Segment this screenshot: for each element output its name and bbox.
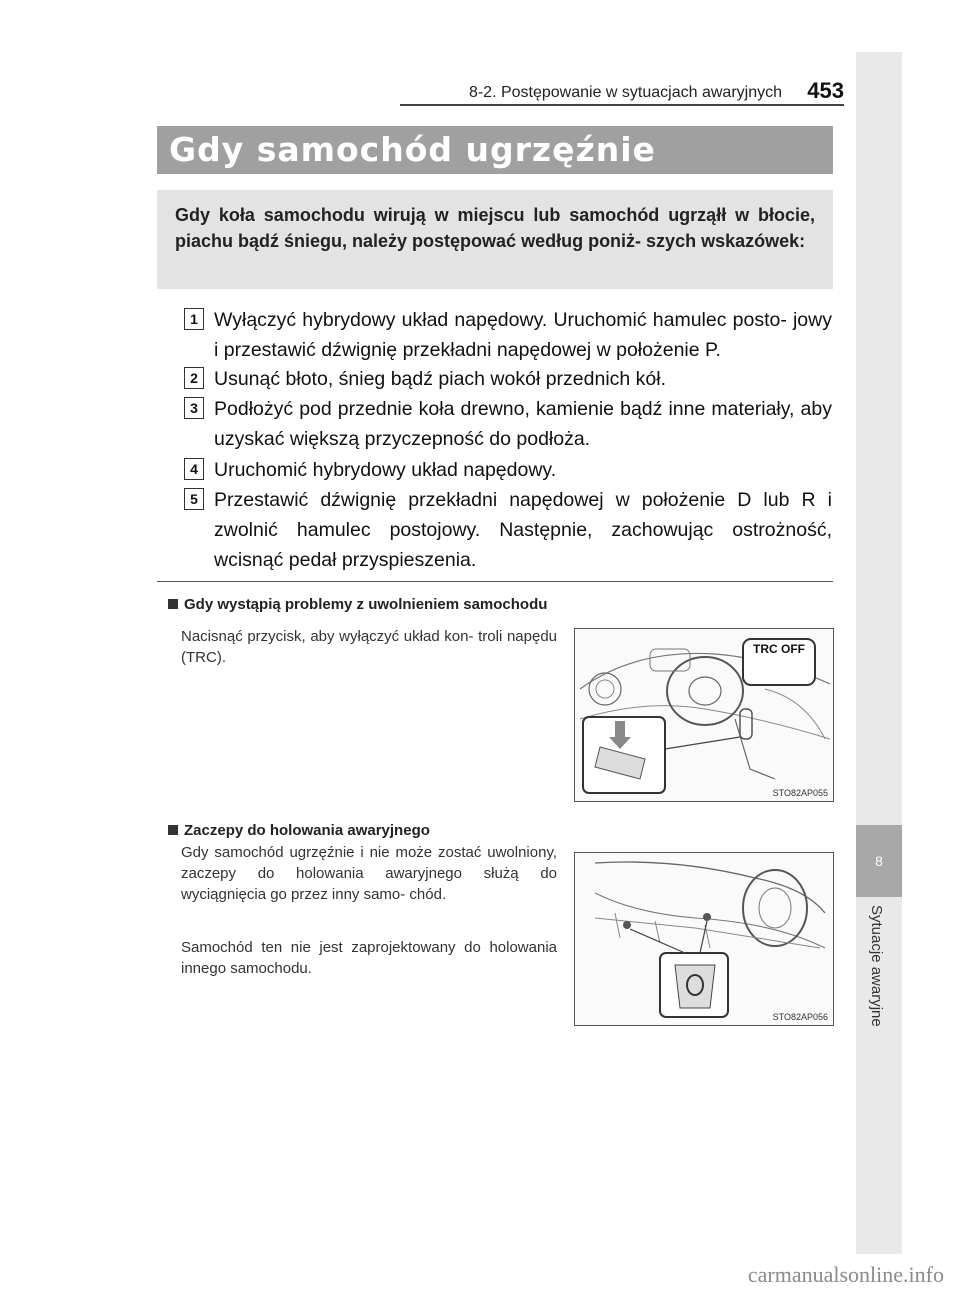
step-number: 2 [184,367,204,389]
car-underside-illustration [575,853,833,1025]
section-divider [157,581,833,582]
tow-hook-figure [574,852,834,1026]
chapter-side-tab [856,52,902,1254]
figure-code: STO82AP055 [772,788,828,798]
watermark: carmanualsonline.info [747,1262,944,1287]
chapter-number-tab: 8 [856,825,902,897]
step-text: Podłożyć pod przednie koła drewno, kamienie bądź inne materiały, aby uzyskać większą przyczepność do podłoża. [214,398,832,450]
title-bar [157,126,833,174]
chapter-label: Sytuacje awaryjne [868,905,885,1027]
page-number: 453 [807,78,844,103]
step-text: Wyłączyć hybrydowy układ napędowy. Uruchomić hamulec posto- jowy i przestawić dźwignię przekładni napędowej w położenie P. [214,309,832,361]
page-header [400,78,844,106]
square-bullet-icon [168,599,178,609]
intro-text: Gdy koła samochodu wirują w miejscu lub samochód ugrząłł w błocie, piachu bądź śniegu, należy postępować według poniż- szych wskazówek: [175,205,815,251]
step-number: 4 [184,458,204,480]
header-rule [400,104,844,106]
trc-button-figure [574,628,834,802]
subsection-heading: Gdy wystąpią problemy z uwolnieniem samochodu [168,596,547,613]
trc-off-callout: TRC OFF [753,642,805,656]
page-title: Gdy samochód ugrzęźnie [169,130,656,169]
intro-box [157,190,833,289]
paragraph: Gdy samochód ugrzęźnie i nie może zostać uwolniony, zaczepy do holowania awaryjnego służą do wyciągnięcia go przez inny samo- chód. [181,844,557,903]
step-number: 3 [184,397,204,419]
subsection-heading: Zaczepy do holowania awaryjnego [168,822,430,839]
paragraph: Nacisnąć przycisk, aby wyłączyć układ kon- troli napędu (TRC). [181,628,557,666]
paragraph: Samochód ten nie jest zaprojektowany do holowania innego samochodu. [181,939,557,977]
square-bullet-icon [168,825,178,835]
figure-code: STO82AP056 [772,1012,828,1022]
step-number: 5 [184,488,204,510]
step-text: Usunąć błoto, śnieg bądź piach wokół przednich kół. [214,368,667,390]
section-title: 8-2. Postępowanie w sytuacjach awaryjnych [468,84,782,101]
step-number: 1 [184,308,204,330]
step-text: Uruchomić hybrydowy układ napędowy. [214,459,557,481]
step-text: Przestawić dźwignię przekładni napędowej w położenie D lub R i zwolnić hamulec postojowy. Następnie, zachowując ostrożność, wcisnąć pedał przyspieszenia. [214,489,832,571]
